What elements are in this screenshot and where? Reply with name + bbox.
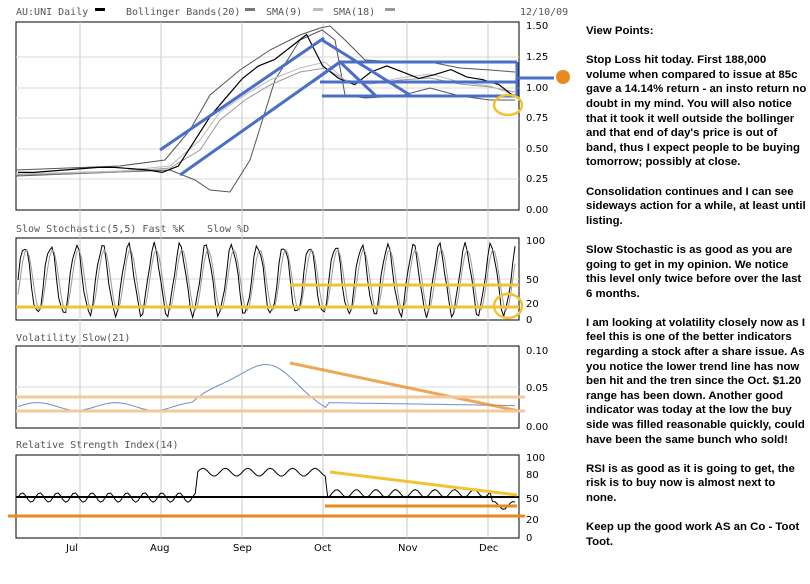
x-label-jul: Jul: [66, 543, 79, 554]
price-highlight-circle: [494, 95, 522, 115]
notes-paragraph-stochastic: Slow Stochastic is as good as you are going to get in my opinion. We notice this level only twice before over the last 6 months.: [586, 243, 802, 300]
notes-heading: View Points:: [586, 25, 654, 37]
price-tick-7: 0.00: [526, 205, 549, 216]
price-legend-swatch: [95, 8, 105, 11]
bollinger-upper-band: [16, 26, 515, 170]
x-label-nov: Nov: [398, 543, 418, 554]
sma18-legend: SMA(18): [333, 7, 376, 18]
rsi-panel-title: Relative Strength Index(14): [16, 440, 179, 451]
notes-paragraph-rsi: RSI is as good as it is going to get, the risk is to buy now is almost next to none.: [586, 462, 795, 504]
rsi-tick-20: 20: [526, 515, 539, 526]
vol-tick-005: 0.05: [526, 383, 549, 394]
x-label-oct: Oct: [314, 543, 332, 554]
stoch-tick-100: 100: [526, 236, 546, 247]
sma9-legend: SMA(9): [266, 7, 303, 18]
rsi-tick-80: 80: [526, 470, 539, 481]
price-panel-frame: [16, 22, 519, 210]
notes-paragraph-closing: Keep up the good work AS an Co - Toot Toot.: [586, 521, 800, 548]
bollinger-legend-swatch: [245, 8, 255, 11]
view-points-notes: [586, 24, 808, 564]
x-label-dec: Dec: [479, 543, 499, 554]
price-series-line: [18, 35, 515, 173]
stoch-tick-0: 0: [526, 315, 533, 326]
price-tick-2: 1.25: [526, 52, 549, 63]
price-panel-title: AU:UNI Daily: [16, 7, 89, 18]
rsi-line: [18, 468, 515, 509]
sma18-line: [16, 68, 515, 175]
month-gridlines: [80, 22, 488, 538]
sma9-legend-swatch: [313, 8, 323, 11]
notes-paragraph-consolidation: Consolidation continues and I can see sideways action for a while, at least until listing.: [586, 185, 806, 227]
stochastic-panel-title: Slow Stochastic(5,5) Fast %K: [16, 224, 185, 235]
price-tick-5: 0.50: [526, 144, 549, 155]
stoch-tick-20: 20: [526, 299, 539, 310]
price-tick-3: 1.00: [526, 83, 549, 94]
bollinger-legend: Bollinger Bands(20): [126, 7, 241, 18]
rsi-yellow-trend: [330, 472, 517, 495]
rsi-tick-100: 100: [526, 453, 546, 464]
orange-target-dot: [556, 70, 570, 84]
sma18-legend-swatch: [385, 8, 395, 11]
stoch-tick-50: 50: [526, 275, 539, 286]
notes-paragraph-volatility: I am looking at volatility closely now as I feel this is one of the better indicators regarding a stock after a share issue. As you notice the lower trend line has now ben hit and the tren since the Oct. $1.20 range has been down. Another good indicator was today at the low the buy side was filled reasonable quickly, could have been the same bunch who sold!: [586, 316, 806, 446]
rsi-tick-0: 0: [526, 533, 533, 544]
chart-date: 12/10/09: [520, 7, 569, 18]
volatility-panel-title: Volatility Slow(21): [16, 333, 131, 344]
rsi-tick-50: 50: [526, 494, 539, 505]
price-tick-1: 1.50: [526, 21, 549, 32]
stochastic-legend-d: Slow %D: [207, 224, 250, 235]
notes-paragraph-stop-loss: Stop Loss hit today. First 188,000 volume when compared to issue at 85c gave a 14.14% return - an insto return no doubt in my mind. You will also notice that it took it well outside the bollinger and that end of day's price is out of band, thus I expect people to be buying tomorrow; possibly at close.: [586, 54, 807, 169]
x-label-sep: Sep: [233, 543, 252, 554]
price-tick-6: 0.25: [526, 174, 549, 185]
price-tick-4: 0.75: [526, 113, 549, 124]
vol-tick-000: 0.00: [526, 422, 549, 433]
vol-tick-010: 0.10: [526, 346, 549, 357]
x-label-aug: Aug: [150, 543, 170, 554]
